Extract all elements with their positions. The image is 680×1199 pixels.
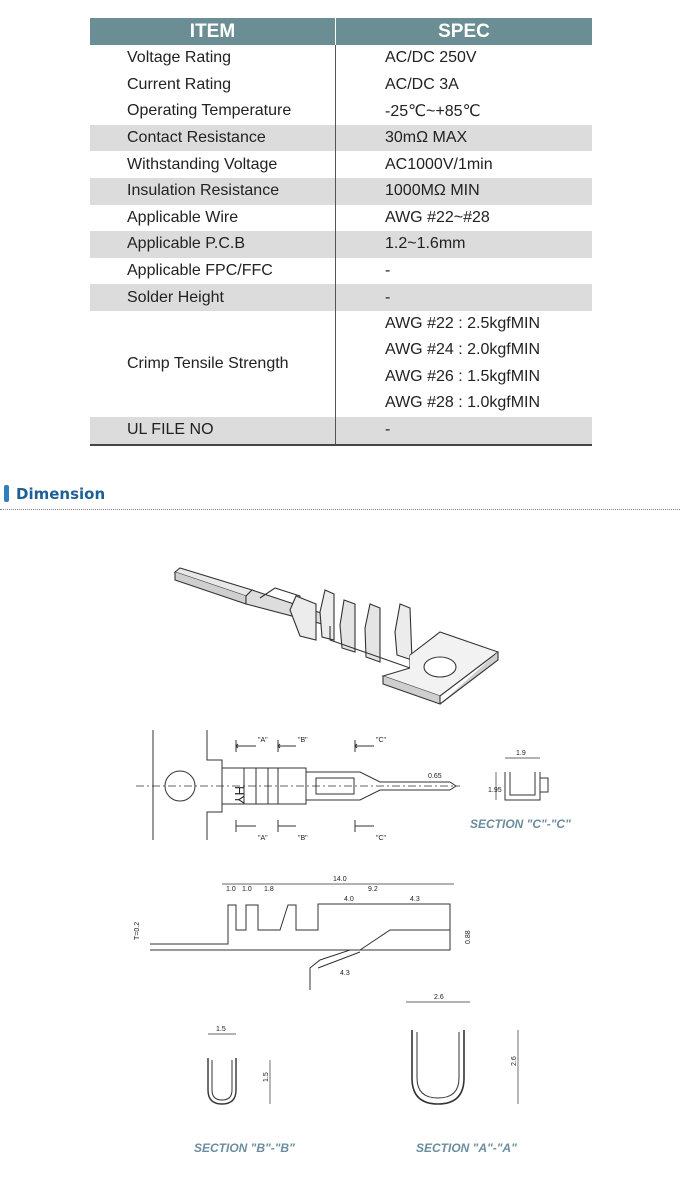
row-spec: AC/DC 250V: [385, 49, 477, 67]
crimp-spec: AWG #26 : 1.5kgfMIN: [385, 367, 541, 385]
table-row: [90, 205, 592, 232]
section-cc-label: SECTION "C"-"C": [470, 817, 571, 831]
table-row-crimp: [90, 311, 592, 417]
table-row: [90, 125, 592, 152]
table-row: [90, 231, 592, 258]
dim-tip-height: 0.88: [465, 930, 472, 944]
dim-thickness: T=0.2: [134, 921, 141, 940]
section-aa-label: SECTION "A"-"A": [416, 1141, 517, 1155]
header-item: ITEM: [90, 18, 336, 45]
hy-mark: HY: [232, 786, 247, 805]
table-row: [90, 258, 592, 285]
dim-b-height: 1.5: [263, 1072, 270, 1082]
crimp-spec: AWG #22 : 2.5kgfMIN: [385, 314, 541, 332]
dim-c-height: 1.95: [488, 787, 502, 794]
spec-table: [90, 18, 592, 446]
section-cc-view: [470, 750, 571, 831]
row-item: Solder Height: [90, 284, 336, 311]
dim-d2: 1.0: [242, 886, 252, 893]
dim-d7: 4.3: [340, 970, 350, 977]
dim-d3: 1.8: [264, 886, 274, 893]
dim-c-width: 1.9: [516, 750, 526, 757]
dim-a-height: 2.6: [511, 1056, 518, 1066]
row-spec: -25℃~+85℃: [385, 103, 481, 121]
row-spec: [336, 311, 593, 417]
row-item: Applicable FPC/FFC: [90, 258, 336, 285]
row-spec: 1000MΩ MIN: [336, 178, 593, 205]
row-spec: 1.2~1.6mm: [336, 231, 593, 258]
section-aa-view: [406, 994, 518, 1155]
table-row: [90, 417, 592, 445]
dimension-drawing: [0, 540, 680, 1180]
dimension-header: [0, 482, 680, 510]
row-item: Applicable P.C.B: [90, 231, 336, 258]
section-bb-label: SECTION "B"-"B": [194, 1141, 295, 1155]
row-item: Current Rating: [90, 72, 336, 99]
crimp-spec: AWG #28 : 1.0kgfMIN: [385, 394, 541, 412]
row-item: Withstanding Voltage: [90, 151, 336, 178]
crimp-spec: AWG #24 : 2.0kgfMIN: [385, 341, 541, 359]
section-a-mark: "A": [258, 737, 268, 744]
terminal-side-view: [134, 876, 472, 990]
row-item: Operating Temperature: [90, 98, 336, 125]
table-row: [90, 98, 592, 125]
table-row: [90, 284, 592, 311]
header-spec: SPEC: [336, 18, 593, 45]
section-a-mark: "A": [258, 835, 268, 842]
section-c-mark: "C": [376, 737, 387, 744]
dim-total: 14.0: [333, 876, 347, 883]
section-c-mark: "C": [376, 835, 387, 842]
dim-d5: 4.0: [344, 896, 354, 903]
row-item: Insulation Resistance: [90, 178, 336, 205]
table-row: [90, 151, 592, 178]
row-spec: AWG #22~#28: [385, 208, 490, 226]
section-bb-view: [194, 1026, 295, 1155]
table-row: [90, 72, 592, 99]
dim-d1: 1.0: [226, 886, 236, 893]
dim-d6: 4.3: [410, 896, 420, 903]
section-b-mark: "B": [298, 737, 308, 744]
row-item: Voltage Rating: [90, 45, 336, 72]
section-b-mark: "B": [298, 835, 308, 842]
dim-b-width: 1.5: [216, 1026, 226, 1033]
row-spec: -: [336, 284, 593, 311]
row-spec: 30mΩ MAX: [336, 125, 593, 152]
table-row: [90, 45, 592, 72]
row-spec: AC1000V/1min: [385, 155, 493, 173]
divider: [0, 509, 680, 510]
terminal-3d-view: [175, 568, 498, 704]
row-spec: -: [336, 417, 593, 445]
dim-tip: 0.65: [428, 773, 442, 780]
row-item: Crimp Tensile Strength: [90, 311, 336, 417]
row-spec: -: [385, 262, 391, 280]
section-marker-icon: [4, 485, 9, 502]
section-title: Dimension: [16, 485, 106, 503]
row-item: UL FILE NO: [90, 417, 336, 445]
table-row: [90, 178, 592, 205]
row-item: Contact Resistance: [90, 125, 336, 152]
terminal-top-view: [136, 730, 460, 842]
dim-a-width: 2.6: [434, 994, 444, 1001]
row-spec: AC/DC 3A: [385, 75, 459, 93]
dim-d4: 9.2: [368, 886, 378, 893]
row-item: Applicable Wire: [90, 205, 336, 232]
